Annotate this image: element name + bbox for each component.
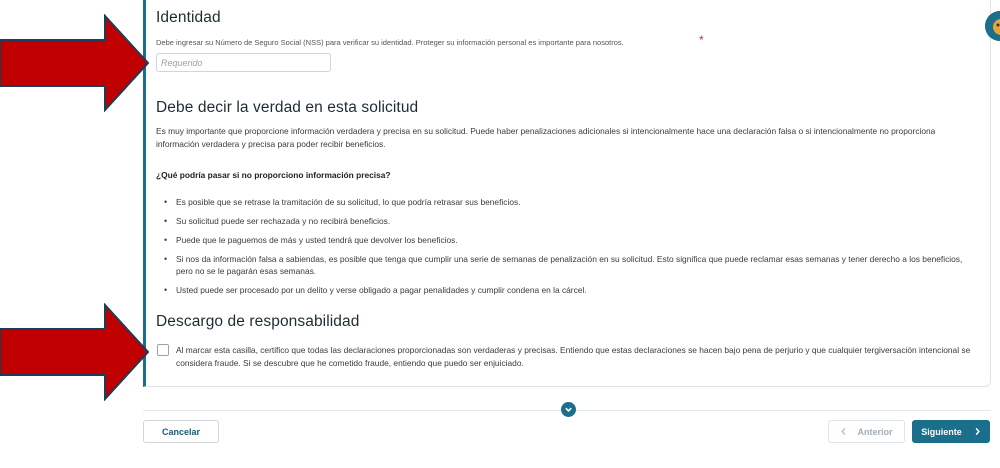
chevron-right-icon: [974, 427, 981, 436]
next-button-label: Siguiente: [921, 426, 962, 437]
truth-question: ¿Qué podría pasar si no proporciono información precisa?: [156, 170, 391, 180]
chevron-down-icon: [564, 405, 573, 414]
disclaimer-heading: Descargo de responsabilidad: [156, 313, 360, 330]
truth-paragraph: Es muy importante que proporcione información verdadera y precisa en su solicitud. Puede haber penalizaciones adicionales si intencionalmente hace una declaración falsa o si intencionalmente no proporciona información verdadera y precisa para poder recibir beneficios.: [156, 126, 936, 149]
required-mark: *: [699, 33, 704, 47]
previous-button-label: Anterior: [857, 426, 893, 437]
certify-checkbox-label[interactable]: Al marcar esta casilla, certifico que todas las declaraciones proporcionadas son verdaderas y precisas. Entiendo que estas declaraciones se hacen bajo pena de perjurio y que cualquier tergiversación intencional se considera fraude. Si se descubre que he cometido fraude, entiendo que puedo ser enjuiciado.: [176, 345, 971, 368]
list-item: • Puede que le paguemos de más y usted tendrá que devolver los beneficios.: [162, 234, 972, 247]
chevron-left-icon: [840, 427, 847, 436]
cancel-button-label: Cancelar: [161, 426, 201, 437]
ssn-input[interactable]: [156, 53, 331, 72]
scroll-down-button[interactable]: [561, 402, 576, 417]
previous-button[interactable]: [828, 420, 905, 443]
consequences-list: [162, 196, 972, 303]
list-item: • Su solicitud puede ser rechazada y no recibirá beneficios.: [162, 215, 972, 228]
next-button[interactable]: [912, 420, 990, 443]
truth-heading: Debe decir la verdad en esta solicitud: [156, 99, 419, 116]
cancel-button[interactable]: [143, 420, 219, 443]
identity-heading: Identidad: [156, 9, 221, 26]
arrow-pointer-icon: [0, 14, 150, 112]
list-item: • Si nos da información falsa a sabiendas, es posible que tenga que cumplir una serie de semanas de penalización en su solicitud. Esto significa que puede reclamar esas semanas y tener derecho a los beneficios, pero no se le pagarán esas semanas.: [162, 253, 972, 278]
arrow-pointer-icon: [0, 303, 150, 401]
certify-checkbox[interactable]: [157, 344, 169, 356]
list-item: • Es posible que se retrase la tramitación de su solicitud, lo que podría retrasar sus beneficios.: [162, 196, 972, 209]
identity-description: Debe ingresar su Número de Seguro Social (NSS) para verificar su identidad. Proteger su información personal es importante para nosotros.: [156, 38, 624, 47]
list-item: • Usted puede ser procesado por un delito y verse obligado a pagar penalidades y cumplir condena en la cárcel.: [162, 284, 972, 297]
